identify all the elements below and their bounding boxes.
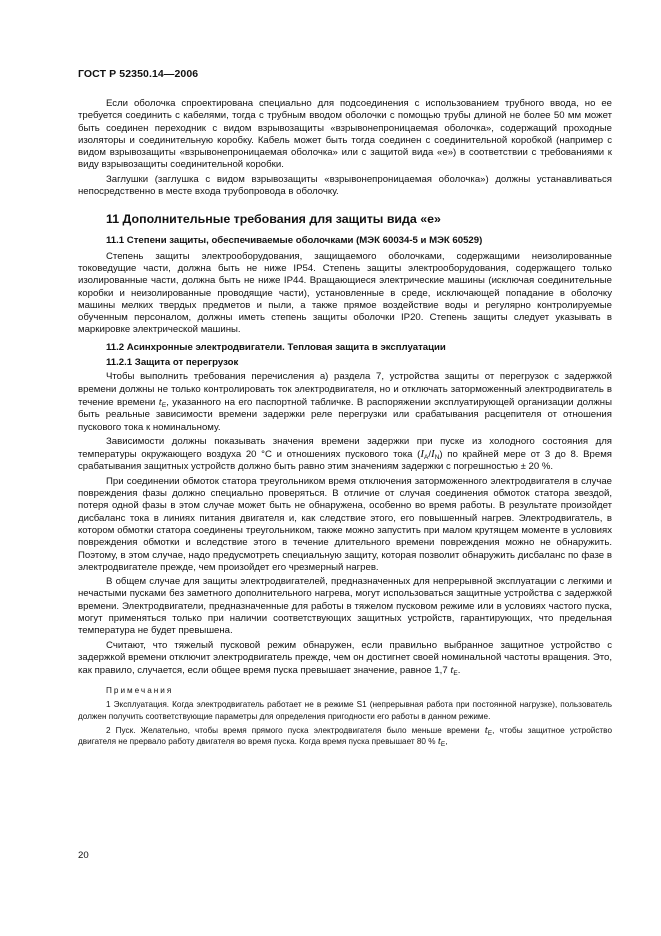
standard-header: ГОСТ Р 52350.14—2006 [78, 68, 199, 80]
intro-paragraph-2: Заглушки (заглушка с видом взрывозащиты «взрывонепроницаемая оболочка») должны устанавливаться непосредственно в месте входа трубопровода в оболочку. [78, 173, 612, 198]
notes-title: Примечания [106, 686, 174, 696]
section-11-1-title: 11.1 Степени защиты, обеспечиваемые оболочками (МЭК 60034-5 и МЭК 60529) [106, 235, 483, 247]
section-11-2-1-paragraph-4: В общем случае для защиты электродвигателей, предназначенных для непрерывной эксплуатации с легкими и нечастыми пусками без заметного дополнительного нагрева, могут использоваться защитные устройства с задержкой времени. Электродвигатели, предназначенные для работы в тяжелом пусковом режиме или в условиях частого пуска, могут применяться только при наличии соответствующих защитных устройств, гарантирующих, что предельная температура не будет превышена. [78, 576, 612, 637]
note-2: 2 Пуск. Желательно, чтобы время прямого пуска электродвигателя было меньше времени $t_E$, чтобы защитное устройство двигателя не прервало работу двигателя во время пуска. Когда время пуска превышает 80 % $t_E$, [78, 723, 612, 749]
section-11-2-1-paragraph-1: Чтобы выполнить требования перечисления а) раздела 7, устройства защиты от перегрузок с задержкой времени должны не только контролировать ток электродвигателя, но и отключать заторможенный электродвигатель в течение времени $t_E$, указанного на его паспортной табличке. В распоряжении эксплуатирующей организации должны быть реальные зависимости времени задержки реле перегрузки или срабатывания расцепителя от отношения пускового тока к номинальному. [78, 371, 612, 433]
page-content [78, 98, 612, 747]
section-11-1-paragraph: Степень защиты электрооборудования, защищаемого оболочками, содержащими неизолированные токоведущие части, должна быть не ниже IP54. Степень защиты электрооборудования, содержащего только изолированные части, должна быть не ниже IP44. Вращающиеся электрические машины (исключая соединительные коробки и неизолированные проводящие части), установленные в среде, исключающей попадание в оболочку машины мелких твердых предметов и пыли, а также прямое воздействие воды и регулярно контролируемые обученным персоналом, должны иметь степень защиты оболочки IP20. Степень защиты следует указывать в маркировке электрической машины. [78, 250, 612, 336]
section-11-2-title: 11.2 Асинхронные электродвигатели. Тепловая защита в эксплуатации [106, 341, 446, 353]
note-1: 1 Эксплуатация. Когда электродвигатель работает не в режиме S1 (непрерывная работа при постоянной нагрузке), пользователь должен получить соответствующие параметры для определения пригодности его работы в данном режиме. [78, 700, 612, 721]
current-a-symbol: I [420, 448, 425, 461]
current-n-symbol: I [431, 448, 435, 461]
time-subscript: E [161, 401, 167, 409]
section-11-2-1-paragraph-5: Считают, что тяжелый пусковой режим обнаружен, если правильно выбранное защитное устройство с задержкой времени отключит электродвигатель прежде, чем он достигнет своей номинальной частоты вращения. Это, как правило, случается, если общее время пуска превышает значение, равное 1,7 $t_E$. [78, 639, 612, 678]
intro-paragraph-1: Если оболочка спроектирована специально для подсоединения с использованием трубного ввода, но ее требуется соединить с кабелями, тогда с трубным вводом оболочки с помощью трубы длиной не более 50 мм может быть соединен переходник с видом взрывозащиты «взрывонепроницаемая оболочка», содержащий проходные изоляторы и соединительную коробку. Кабель может быть тогда соединен с соединительной коробкой (например с видом взрывозащиты «взрывонепроницаемая оболочка» или с защитой вида «е») в соответствии с требованиями к виду взрывозащиты соединительной коробки. [78, 98, 612, 171]
section-11-2-1-title: 11.2.1 Защита от перегрузок [106, 357, 239, 369]
page-number: 20 [78, 850, 89, 861]
section-11-title: 11 Дополнительные требования для защиты вида «е» [106, 212, 441, 227]
section-11-2-1-paragraph-2: Зависимости должны показывать значения времени задержки при пуске из холодного состояния для температуры окружающего воздуха 20 °С и отношениях пускового тока $(I_A/I_N)$ по крайней мере от 3 до 8. Время срабатывания защитных устройств должно быть равно этим значениям задержки с погрешностью ± 20 %. [78, 435, 612, 473]
section-11-2-1-paragraph-3: При соединении обмоток статора треугольником время отключения заторможенного электродвигателя в случае повреждения фазы должно специально проверяться. В отличие от случая соединения обмоток статора звездой, потеря одной фазы в этом случае может быть не обнаружена, особенно во время работы. В результате произойдет дисбаланс тока в линиях питания двигателя и, как следствие этого, его повышенный нагрев. Электродвигатель, в котором обмотки статора соединены треугольником, также можно запустить при малом крутящем моменте в условиях повреждения обмотки и вследствие этого в течение длительного времени повреждения можно не обнаружить. Поэтому, в этом случае, надо предусмотреть специальную защиту, которая позволит обнаружить дисбаланс по фазе в электродвигателе прежде, чем произойдет его чрезмерный нагрев. [78, 475, 612, 573]
time-symbol: t [158, 395, 162, 408]
